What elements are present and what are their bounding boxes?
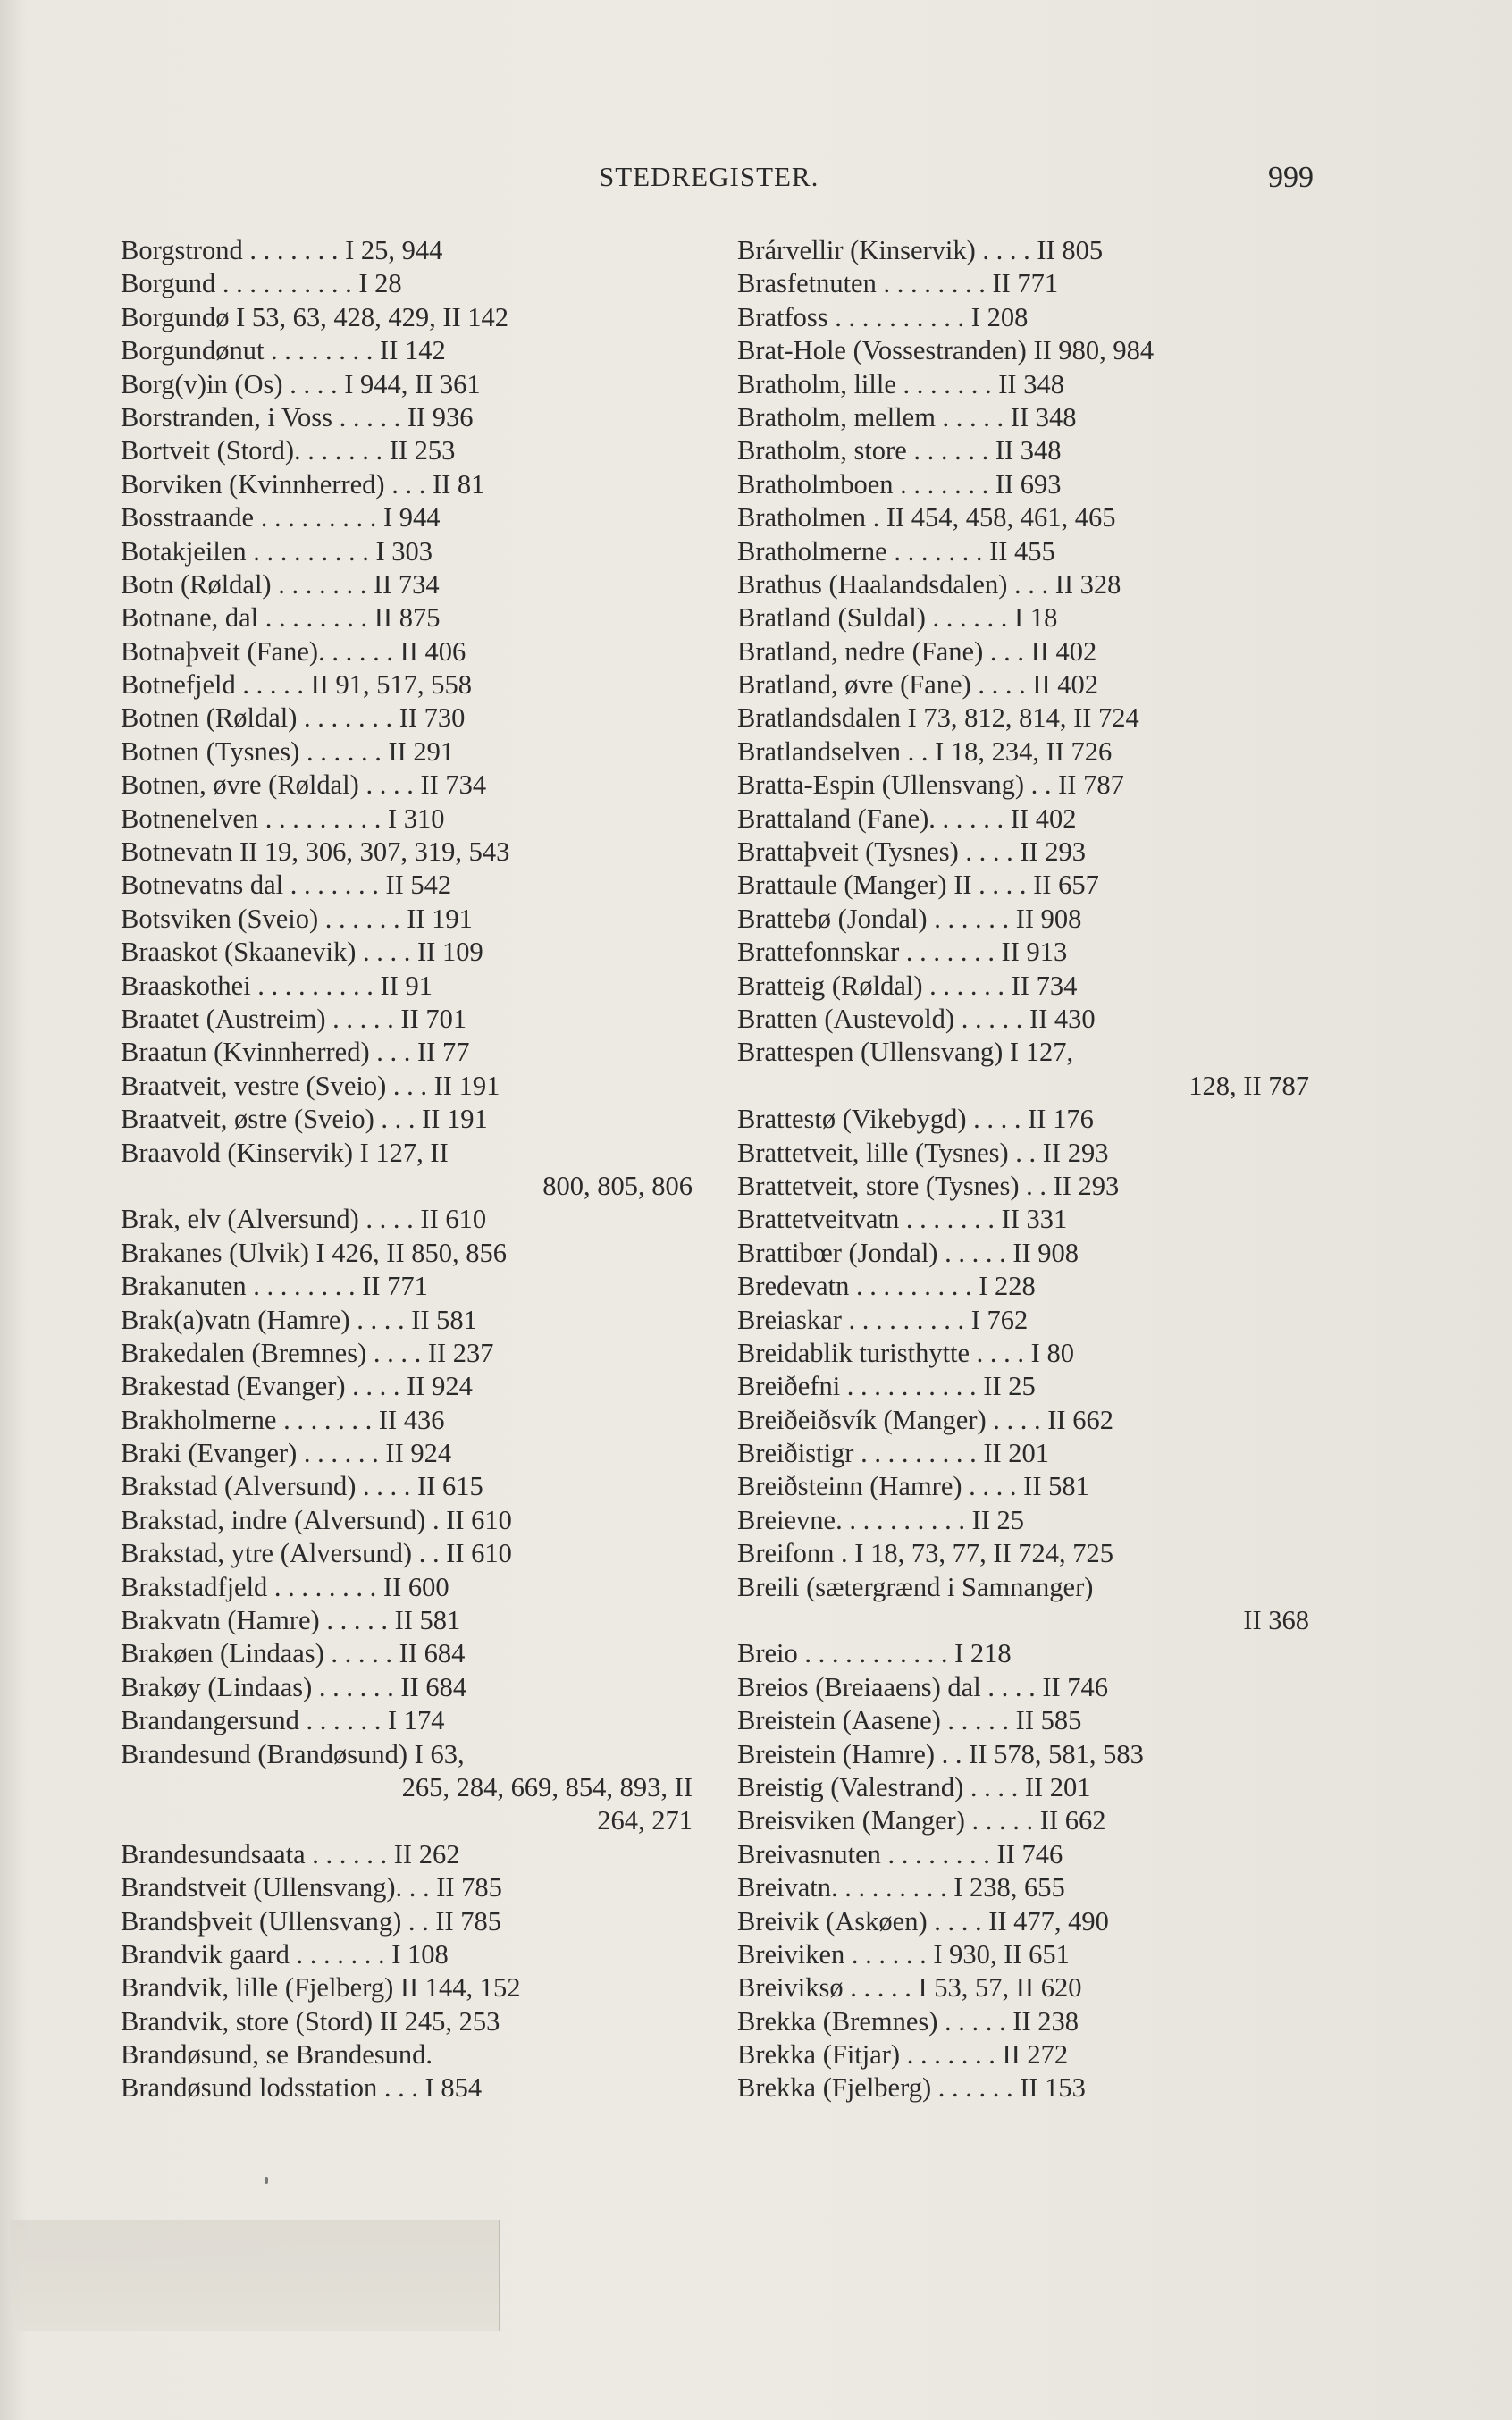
index-entry <box>121 1304 693 1337</box>
index-entry <box>737 301 1309 334</box>
index-entry <box>737 468 1309 501</box>
index-entry <box>737 1337 1309 1370</box>
index-entry-text: Brakanuten . . . . . . . . II 771 <box>121 1271 428 1302</box>
index-entry <box>121 234 693 267</box>
index-entry <box>737 1571 1309 1604</box>
index-entry <box>737 501 1309 534</box>
index-entry-text: Botnenelven . . . . . . . . . I 310 <box>121 802 445 834</box>
index-entry-text: Bortveit (Stord). . . . . . . II 253 <box>121 435 456 466</box>
index-entry-text: Botnevatns dal . . . . . . . II 542 <box>121 870 452 901</box>
index-entry <box>737 1537 1309 1570</box>
index-entry <box>737 1036 1309 1069</box>
index-entry <box>737 836 1309 869</box>
index-entry-text: 128, II 787 <box>1189 1070 1309 1101</box>
index-entry <box>737 1270 1309 1303</box>
index-entry <box>737 401 1309 434</box>
index-column-right <box>737 234 1309 2105</box>
page-header <box>125 161 1314 206</box>
index-entry-text: Breiðefni . . . . . . . . . . II 25 <box>737 1371 1036 1402</box>
index-entry-text: Breistig (Valestrand) . . . . II 201 <box>737 1771 1091 1802</box>
index-entry-text: Brattespen (Ullensvang) I 127, <box>737 1037 1074 1068</box>
index-entry-text: Braki (Evanger) . . . . . . II 924 <box>121 1438 452 1469</box>
index-entry <box>737 1604 1309 1637</box>
index-entry <box>737 1304 1309 1337</box>
index-entry <box>121 1170 693 1203</box>
index-entry <box>121 2005 693 2038</box>
index-entry <box>121 1137 693 1170</box>
index-entry-text: Breivasnuten . . . . . . . . II 746 <box>737 1838 1063 1870</box>
index-entry <box>121 401 693 434</box>
index-entry <box>121 1270 693 1303</box>
index-entry-text: Breievne. . . . . . . . . . II 25 <box>737 1504 1025 1535</box>
index-entry-text: Brandesund (Brandøsund) I 63, <box>121 1738 465 1769</box>
index-entry-text: Botnen, øvre (Røldal) . . . . II 734 <box>121 769 487 801</box>
index-entry-text: Brakholmerne . . . . . . . II 436 <box>121 1404 445 1435</box>
index-entry <box>737 2071 1309 2105</box>
index-entry-text: Bratfoss . . . . . . . . . . I 208 <box>737 301 1029 332</box>
index-entry-text: Brattetveit, lille (Tysnes) . . II 293 <box>737 1137 1109 1168</box>
index-entry-text: Breiðsteinn (Hamre) . . . . II 581 <box>737 1471 1089 1502</box>
index-entry <box>121 2071 693 2105</box>
index-entry <box>737 903 1309 936</box>
index-entry-text: Brekka (Fjelberg) . . . . . . II 153 <box>737 2072 1086 2104</box>
index-entry <box>121 334 693 367</box>
index-entry-text: Bratta-Espin (Ullensvang) . . II 787 <box>737 769 1124 801</box>
index-entry-text: Brakstad, ytre (Alversund) . . II 610 <box>121 1538 512 1569</box>
index-entry <box>737 1437 1309 1470</box>
index-entry <box>121 2038 693 2071</box>
index-entry-text: Bratteig (Røldal) . . . . . . II 734 <box>737 970 1078 1001</box>
index-entry <box>121 936 693 969</box>
index-entry <box>121 1804 693 1837</box>
index-entry <box>121 735 693 769</box>
index-entry <box>737 635 1309 668</box>
index-entry <box>737 1404 1309 1437</box>
index-entry <box>737 601 1309 634</box>
index-entry-text: Brattetveitvatn . . . . . . . II 331 <box>737 1204 1068 1235</box>
index-entry-text: Borgund . . . . . . . . . . I 28 <box>121 268 402 299</box>
index-entry <box>121 1604 693 1637</box>
index-entry <box>737 2005 1309 2038</box>
index-entry <box>121 434 693 467</box>
index-entry <box>737 769 1309 802</box>
index-entry <box>121 1871 693 1904</box>
index-entry-text: Brattetveit, store (Tysnes) . . II 293 <box>737 1170 1120 1201</box>
index-entry <box>737 1070 1309 1103</box>
index-entry <box>121 769 693 802</box>
index-entry <box>737 802 1309 836</box>
index-entry <box>737 869 1309 902</box>
index-entry-text: Brárvellir (Kinservik) . . . . II 805 <box>737 235 1104 265</box>
index-entry <box>121 668 693 702</box>
index-entry-text: Borviken (Kvinnherred) . . . II 81 <box>121 468 485 500</box>
index-entry-text: Botnaþveit (Fane). . . . . . II 406 <box>121 635 466 667</box>
index-entry <box>737 1637 1309 1670</box>
index-entry <box>121 1070 693 1103</box>
index-entry <box>121 970 693 1003</box>
index-entry-text: Bratlandsdalen I 73, 812, 814, II 724 <box>737 702 1139 734</box>
index-entry <box>737 1470 1309 1503</box>
index-entry-text: Botakjeilen . . . . . . . . . I 303 <box>121 535 433 567</box>
index-entry-text: Bratholm, mellem . . . . . II 348 <box>737 401 1077 433</box>
index-entry-text: Breili (sætergrænd i Samnanger) <box>737 1571 1094 1602</box>
index-entry <box>737 434 1309 467</box>
index-entry-text: Brattaule (Manger) II . . . . II 657 <box>737 870 1099 901</box>
index-entry-text: Borstranden, i Voss . . . . . II 936 <box>121 401 474 433</box>
index-entry-text: Bratten (Austevold) . . . . . II 430 <box>737 1003 1096 1034</box>
index-entry <box>737 1137 1309 1170</box>
index-entry <box>121 1938 693 1971</box>
index-entry-text: Brat-Hole (Vossestranden) II 980, 984 <box>737 335 1155 366</box>
index-column-left <box>121 234 693 2105</box>
index-entry-text: Brakestad (Evanger) . . . . II 924 <box>121 1371 473 1402</box>
index-entry-text: Breiðeiðsvík (Manger) . . . . II 662 <box>737 1404 1113 1435</box>
index-entry <box>121 568 693 601</box>
index-entry-text: Bratland, øvre (Fane) . . . . II 402 <box>737 669 1099 701</box>
index-entry-text: Bratholm, store . . . . . . II 348 <box>737 435 1062 466</box>
index-entry <box>121 1370 693 1403</box>
index-entry <box>121 1437 693 1470</box>
index-entry <box>737 568 1309 601</box>
index-entry <box>121 1203 693 1236</box>
index-entry <box>737 334 1309 367</box>
index-entry-text: Brakstad, indre (Alversund) . II 610 <box>121 1504 512 1535</box>
index-entry-text: Bredevatn . . . . . . . . . I 228 <box>737 1271 1036 1302</box>
index-entry <box>737 1203 1309 1236</box>
index-entry-text: Botnefjeld . . . . . II 91, 517, 558 <box>121 669 473 701</box>
index-entry-text: Bratholmerne . . . . . . . II 455 <box>737 535 1055 567</box>
index-entry-text: Brakvatn (Hamre) . . . . . II 581 <box>121 1605 461 1636</box>
index-entry <box>121 1404 693 1437</box>
index-entry-text: Brakedalen (Bremnes) . . . . II 237 <box>121 1337 494 1368</box>
index-entry <box>121 1003 693 1036</box>
index-entry <box>737 936 1309 969</box>
index-entry-text: Breiðistigr . . . . . . . . . II 201 <box>737 1438 1050 1469</box>
running-title: STEDREGISTER. <box>599 161 819 192</box>
index-entry-text: Bratholmen . II 454, 458, 461, 465 <box>737 502 1116 534</box>
index-entry <box>737 1738 1309 1771</box>
index-entry-text: Braatet (Austreim) . . . . . II 701 <box>121 1003 467 1034</box>
index-entry-text: Brathus (Haalandsdalen) . . . II 328 <box>737 568 1121 600</box>
index-entry-text: Breio . . . . . . . . . . . I 218 <box>737 1638 1012 1669</box>
index-entry <box>121 635 693 668</box>
index-entry <box>121 468 693 501</box>
index-entry-text: Botsviken (Sveio) . . . . . . II 191 <box>121 903 473 934</box>
index-entry <box>737 1671 1309 1704</box>
index-entry <box>121 802 693 836</box>
index-entry-text: Brakstad (Alversund) . . . . II 615 <box>121 1471 483 1502</box>
index-entry <box>121 1971 693 2004</box>
index-entry <box>737 368 1309 401</box>
index-entry <box>737 1704 1309 1737</box>
index-entry-text: Braaskot (Skaanevik) . . . . II 109 <box>121 937 483 968</box>
index-entry <box>121 1571 693 1604</box>
index-entry-text: Bratland (Suldal) . . . . . . I 18 <box>737 602 1058 634</box>
index-entry-text: Bratholm, lille . . . . . . . II 348 <box>737 368 1064 399</box>
index-entry <box>737 1804 1309 1837</box>
index-entry-text: Brakøy (Lindaas) . . . . . . II 684 <box>121 1671 467 1702</box>
index-entry-text: Brak, elv (Alversund) . . . . II 610 <box>121 1204 487 1235</box>
index-entry <box>121 1470 693 1503</box>
index-entry <box>737 2038 1309 2071</box>
index-entry <box>121 1738 693 1771</box>
index-entry-text: Borg(v)in (Os) . . . . I 944, II 361 <box>121 368 481 399</box>
index-entry-text: Brandvik, lille (Fjelberg) II 144, 152 <box>121 1972 521 2004</box>
index-entry <box>737 1504 1309 1537</box>
index-entry-text: Brasfetnuten . . . . . . . . II 771 <box>737 268 1059 299</box>
index-entry <box>121 601 693 634</box>
index-entry <box>121 535 693 568</box>
index-entry-text: Borgundønut . . . . . . . . II 142 <box>121 335 446 366</box>
index-entry-text: Borgstrond . . . . . . . I 25, 944 <box>121 235 443 265</box>
index-entry <box>737 1103 1309 1136</box>
index-entry-text: Brandvik gaard . . . . . . . I 108 <box>121 1938 449 1970</box>
index-entry <box>737 1905 1309 1938</box>
index-entry-text: Bratholmboen . . . . . . . II 693 <box>737 468 1062 500</box>
index-entry <box>121 301 693 334</box>
index-entry-text: Brandøsund, se Brandesund. <box>121 2039 433 2071</box>
index-entry-text: Brakanes (Ulvik) I 426, II 850, 856 <box>121 1237 507 1268</box>
index-entry <box>121 702 693 735</box>
index-entry <box>121 1036 693 1069</box>
index-entry-text: 800, 805, 806 <box>542 1170 693 1201</box>
index-entry-text: Brattibœr (Jondal) . . . . . II 908 <box>737 1237 1079 1268</box>
index-entry <box>737 735 1309 769</box>
page-smudge <box>11 2220 500 2331</box>
index-entry-text: Brekka (Bremnes) . . . . . II 238 <box>737 2005 1079 2037</box>
index-entry-text: Breifonn . I 18, 73, 77, II 724, 725 <box>737 1538 1114 1569</box>
index-entry-text: Breiaskar . . . . . . . . . I 762 <box>737 1304 1029 1335</box>
index-entry <box>121 869 693 902</box>
index-entry-text: Braavold (Kinservik) I 127, II <box>121 1137 449 1168</box>
index-entry-text: Bratlandselven . . I 18, 234, II 726 <box>737 735 1113 767</box>
index-entry-text: Botn (Røldal) . . . . . . . II 734 <box>121 568 440 600</box>
index-entry <box>737 1938 1309 1971</box>
index-entry-text: Botnevatn II 19, 306, 307, 319, 543 <box>121 836 510 868</box>
index-entry-text: Botnane, dal . . . . . . . . II 875 <box>121 602 441 634</box>
index-entry <box>737 267 1309 300</box>
page-number: 999 <box>1268 161 1314 194</box>
index-entry-text: Breidablik turisthytte . . . . I 80 <box>737 1337 1074 1368</box>
index-entry <box>737 1237 1309 1270</box>
index-entry <box>737 1003 1309 1036</box>
index-entry-text: Brattestø (Vikebygd) . . . . II 176 <box>737 1104 1094 1135</box>
index-entry-text: II 368 <box>1243 1605 1309 1636</box>
index-entry-text: Borgundø I 53, 63, 428, 429, II 142 <box>121 301 509 332</box>
index-entry <box>737 970 1309 1003</box>
index-entry-text: Brandvik, store (Stord) II 245, 253 <box>121 2005 500 2037</box>
index-entry-text: Brattebø (Jondal) . . . . . . II 908 <box>737 903 1082 934</box>
index-entry <box>737 668 1309 702</box>
index-entry-text: Breivatn. . . . . . . . . I 238, 655 <box>737 1872 1065 1903</box>
index-entry <box>737 234 1309 267</box>
index-entry-text: Breiviken . . . . . . I 930, II 651 <box>737 1938 1070 1970</box>
index-entry <box>737 1771 1309 1804</box>
index-entry-text: Breios (Breiaaens) dal . . . . II 746 <box>737 1671 1109 1702</box>
index-entry <box>121 1704 693 1737</box>
index-entry-text: Botnen (Tysnes) . . . . . . II 291 <box>121 735 455 767</box>
index-entry-text: Breistein (Hamre) . . II 578, 581, 583 <box>737 1738 1144 1769</box>
index-entry <box>121 501 693 534</box>
index-entry-text: Brandøsund lodsstation . . . I 854 <box>121 2072 483 2104</box>
index-entry-text: Breiviksø . . . . . I 53, 57, II 620 <box>737 1972 1082 2004</box>
index-entry-text: Braatveit, vestre (Sveio) . . . II 191 <box>121 1070 500 1101</box>
index-entry-text: Bratland, nedre (Fane) . . . II 402 <box>737 635 1097 667</box>
index-entry <box>121 1671 693 1704</box>
index-entry <box>121 1237 693 1270</box>
index-entry-text: Braatveit, østre (Sveio) . . . II 191 <box>121 1104 488 1135</box>
index-entry <box>121 1337 693 1370</box>
index-entry <box>737 1971 1309 2004</box>
index-entry-text: Brattaland (Fane). . . . . . II 402 <box>737 802 1077 834</box>
ink-speck <box>265 2177 268 2184</box>
index-entry <box>737 1170 1309 1203</box>
index-entry <box>121 1103 693 1136</box>
index-entry <box>737 1370 1309 1403</box>
index-entry-text: Brattaþveit (Tysnes) . . . . II 293 <box>737 836 1087 868</box>
index-entry-text: Breivik (Askøen) . . . . II 477, 490 <box>737 1905 1109 1937</box>
index-entry-text: Breisviken (Manger) . . . . . II 662 <box>737 1805 1106 1836</box>
index-entry-text: Breistein (Aasene) . . . . . II 585 <box>737 1705 1082 1736</box>
index-entry-text: 265, 284, 669, 854, 893, II <box>401 1771 693 1802</box>
index-entry-text: Brandsþveit (Ullensvang) . . II 785 <box>121 1905 502 1937</box>
index-entry <box>737 535 1309 568</box>
index-entry-text: Braaskothei . . . . . . . . . II 91 <box>121 970 433 1001</box>
index-entry <box>121 903 693 936</box>
index-entry <box>121 1771 693 1804</box>
index-entry-text: Brandangersund . . . . . . I 174 <box>121 1705 445 1736</box>
index-entry <box>121 1504 693 1537</box>
index-entry-text: Brandesundsaata . . . . . . II 262 <box>121 1838 460 1870</box>
index-entry <box>121 1637 693 1670</box>
index-entry-text: Brakstadfjeld . . . . . . . . II 600 <box>121 1571 449 1602</box>
index-entry <box>737 1871 1309 1904</box>
index-entry-text: Brakøen (Lindaas) . . . . . II 684 <box>121 1638 466 1669</box>
index-entry-text: Brandstveit (Ullensvang). . . II 785 <box>121 1872 502 1903</box>
index-entry <box>737 702 1309 735</box>
index-entry-text: 264, 271 <box>597 1805 693 1836</box>
index-entry <box>121 836 693 869</box>
index-entry-text: Brak(a)vatn (Hamre) . . . . II 581 <box>121 1304 477 1335</box>
index-entry <box>121 1838 693 1871</box>
index-entry-text: Brekka (Fitjar) . . . . . . . II 272 <box>737 2039 1069 2071</box>
index-entry <box>121 267 693 300</box>
index-entry <box>121 368 693 401</box>
index-entry <box>121 1905 693 1938</box>
index-entry-text: Bosstraande . . . . . . . . . I 944 <box>121 502 441 534</box>
index-entry <box>737 1838 1309 1871</box>
index-entry-text: Botnen (Røldal) . . . . . . . II 730 <box>121 702 466 734</box>
index-entry-text: Brattefonnskar . . . . . . . II 913 <box>737 937 1068 968</box>
index-entry-text: Braatun (Kvinnherred) . . . II 77 <box>121 1037 470 1068</box>
index-entry <box>121 1537 693 1570</box>
